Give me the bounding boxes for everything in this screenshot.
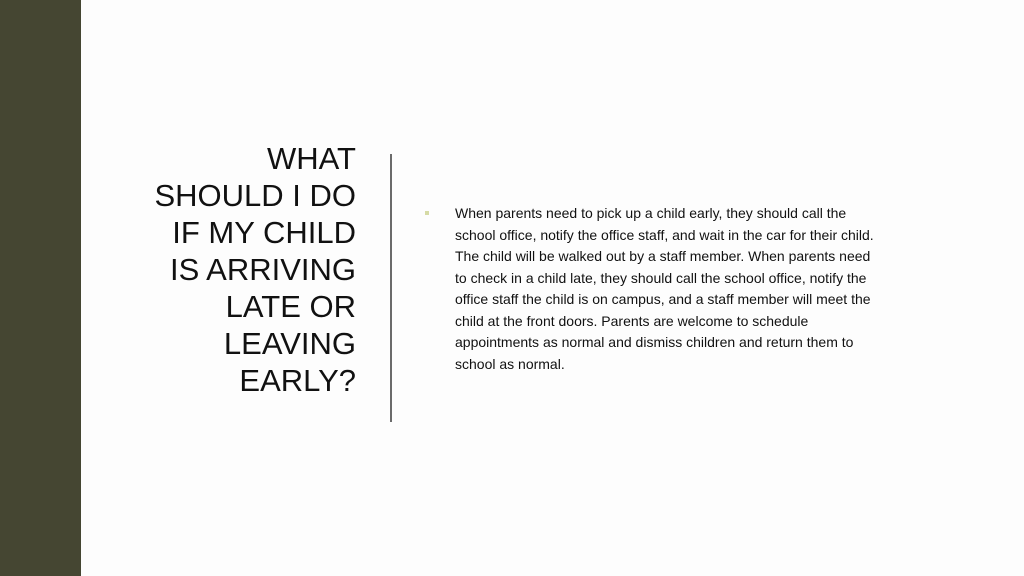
bullet-item [425, 203, 875, 375]
bullet-text: When parents need to pick up a child early, they should call the school office, notify the office staff, and wait in the car for their child. The child will be walked out by a staff member. When parents need to check in a child late, they should call the school office, notify the office staff the child is on campus, and a staff member will meet the child at the front doors. Parents are welcome to schedule appointments as normal and dismiss children and return them to school as normal. [455, 205, 874, 372]
square-bullet-icon [425, 211, 429, 215]
side-accent-bar [0, 0, 81, 576]
vertical-divider [390, 154, 392, 422]
slide-body [425, 203, 875, 375]
slide-title: WHAT SHOULD I DO IF MY CHILD IS ARRIVING LATE OR LEAVING EARLY? [154, 141, 356, 398]
